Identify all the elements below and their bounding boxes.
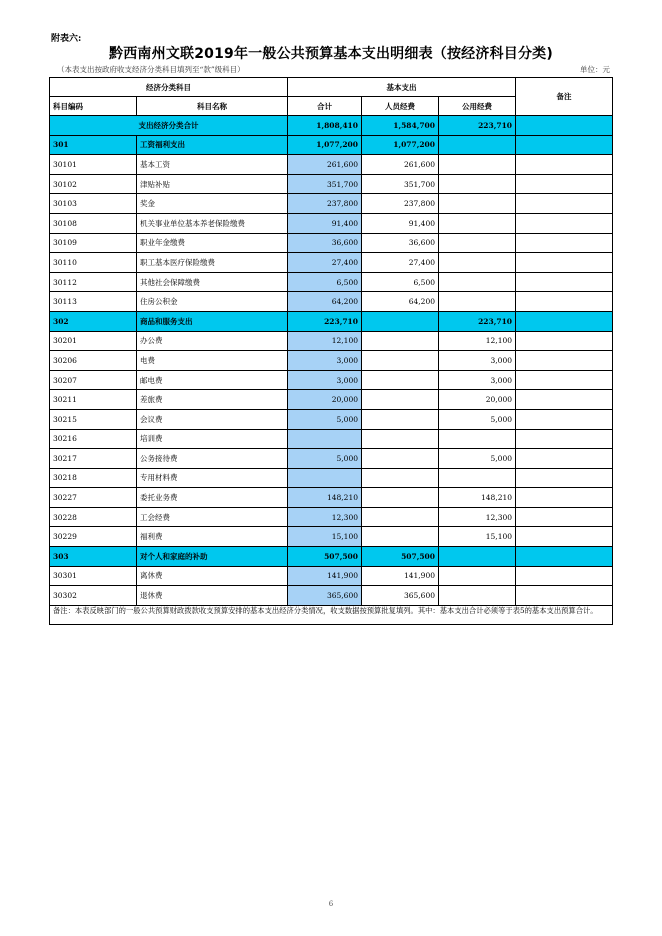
header-public: 公用经费 [439,97,516,116]
cell-total: 237,800 [288,194,362,214]
cell-code: 30217 [50,449,137,469]
cell-remark [516,155,613,175]
cell-code: 30102 [50,174,137,194]
cell-total: 5,000 [288,409,362,429]
cell-total: 12,100 [288,331,362,351]
table-row [50,174,613,194]
cell-name: 职工基本医疗保险缴费 [137,253,288,273]
cell-public: 3,000 [439,351,516,371]
cell-code: 30229 [50,527,137,547]
table-row [50,155,613,175]
cell-public: 148,210 [439,488,516,508]
cell-remark [516,390,613,410]
cell-public [439,135,516,155]
cell-remark [516,174,613,194]
cell-name: 办公费 [137,331,288,351]
note-text: 备注：本表反映部门的一般公共预算财政拨款收支预算安排的基本支出经济分类情况，收支数据按预算批复填列。其中：基本支出合计必须等于表5的基本支出预算合计。 [50,605,613,625]
cell-personnel: 64,200 [362,292,439,312]
cell-total: 141,900 [288,566,362,586]
cell-personnel: 27,400 [362,253,439,273]
cell-code: 30112 [50,272,137,292]
category-row [50,135,613,155]
cell-total: 5,000 [288,449,362,469]
cell-total: 6,500 [288,272,362,292]
table-row [50,253,613,273]
cell-public: 3,000 [439,370,516,390]
table-row [50,527,613,547]
cell-code: 30218 [50,468,137,488]
cell-remark [516,194,613,214]
category-row [50,547,613,567]
cell-total: 15,100 [288,527,362,547]
cell-public [439,194,516,214]
cell-code: 30101 [50,155,137,175]
cell-code: 30216 [50,429,137,449]
table-row [50,409,613,429]
cell-public [439,213,516,233]
note-row [50,605,613,625]
cell-public: 5,000 [439,449,516,469]
header-total: 合计 [288,97,362,116]
cell-remark [516,213,613,233]
cell-remark [516,449,613,469]
cell-total [288,429,362,449]
cell-name: 会议费 [137,409,288,429]
cell-remark [516,135,613,155]
cell-code: 30211 [50,390,137,410]
cell-name: 津贴补贴 [137,174,288,194]
cell-name: 基本工资 [137,155,288,175]
cell-public [439,272,516,292]
cell-remark [516,547,613,567]
header-econ-group: 经济分类科目 [50,78,288,97]
cell-code: 30103 [50,194,137,214]
cell-name: 住房公积金 [137,292,288,312]
cell-code: 30201 [50,331,137,351]
cell-personnel: 351,700 [362,174,439,194]
cell-name: 委托业务费 [137,488,288,508]
table-row [50,390,613,410]
cell-total: 36,600 [288,233,362,253]
table-row [50,468,613,488]
cell-total: 365,600 [288,586,362,606]
cell-remark [516,429,613,449]
table-row [50,331,613,351]
cell-name: 专用材料费 [137,468,288,488]
cell-name: 对个人和家庭的补助 [137,547,288,567]
cell-remark [516,253,613,273]
attachment-label: 附表六: [51,34,82,44]
cell-name: 福利费 [137,527,288,547]
expenditure-table [49,77,613,625]
cell-total [288,468,362,488]
cell-remark [516,311,613,331]
table-row [50,213,613,233]
cell-name: 培训费 [137,429,288,449]
page-number: 6 [328,900,334,908]
cell-remark [516,292,613,312]
cell-public [439,547,516,567]
cell-total: 351,700 [288,174,362,194]
table-row [50,292,613,312]
cell-public: 12,300 [439,507,516,527]
cell-remark [516,351,613,371]
cell-personnel: 141,900 [362,566,439,586]
cell-remark [516,272,613,292]
cell-total: 91,400 [288,213,362,233]
table-row [50,194,613,214]
cell-total: 507,500 [288,547,362,567]
cell-code: 30207 [50,370,137,390]
cell-code: 30227 [50,488,137,508]
table-row [50,429,613,449]
cell-code: 302 [50,311,137,331]
cell-remark [516,586,613,606]
table-row [50,233,613,253]
cell-personnel [362,507,439,527]
cell-public [439,292,516,312]
cell-code: 30206 [50,351,137,371]
cell-public: 12,100 [439,331,516,351]
cell-code: 30109 [50,233,137,253]
cell-name: 邮电费 [137,370,288,390]
cell-personnel [362,449,439,469]
summary-personnel: 1,584,700 [362,116,439,136]
table-row [50,351,613,371]
cell-personnel [362,429,439,449]
cell-remark [516,468,613,488]
cell-remark [516,409,613,429]
summary-remark [516,116,613,136]
cell-public [439,468,516,488]
cell-name: 机关事业单位基本养老保险缴费 [137,213,288,233]
cell-public: 5,000 [439,409,516,429]
table-row [50,507,613,527]
cell-remark [516,527,613,547]
cell-code: 30215 [50,409,137,429]
cell-public [439,155,516,175]
cell-personnel [362,390,439,410]
cell-name: 差旅费 [137,390,288,410]
cell-personnel [362,527,439,547]
table-row [50,488,613,508]
cell-code: 301 [50,135,137,155]
cell-name: 离休费 [137,566,288,586]
cell-public [439,233,516,253]
cell-name: 退休费 [137,586,288,606]
cell-total: 1,077,200 [288,135,362,155]
cell-total: 64,200 [288,292,362,312]
cell-code: 30110 [50,253,137,273]
cell-total: 3,000 [288,351,362,371]
header-remark: 备注 [516,78,613,116]
table-row [50,586,613,606]
header-name: 科目名称 [137,97,288,116]
cell-personnel [362,370,439,390]
cell-personnel [362,311,439,331]
cell-public [439,586,516,606]
cell-name: 奖金 [137,194,288,214]
cell-name: 电费 [137,351,288,371]
cell-total: 27,400 [288,253,362,273]
cell-public: 223,710 [439,311,516,331]
cell-remark [516,370,613,390]
cell-code: 30302 [50,586,137,606]
cell-personnel: 1,077,200 [362,135,439,155]
cell-total: 3,000 [288,370,362,390]
cell-public: 20,000 [439,390,516,410]
cell-remark [516,331,613,351]
cell-total: 148,210 [288,488,362,508]
category-row [50,311,613,331]
table-row [50,449,613,469]
cell-personnel: 507,500 [362,547,439,567]
cell-code: 30113 [50,292,137,312]
cell-public [439,429,516,449]
summary-total: 1,808,410 [288,116,362,136]
unit-label: 单位：元 [580,65,610,74]
cell-name: 工资福利支出 [137,135,288,155]
cell-name: 其他社会保障缴费 [137,272,288,292]
cell-personnel: 6,500 [362,272,439,292]
cell-personnel: 91,400 [362,213,439,233]
cell-public [439,566,516,586]
header-code: 科目编码 [50,97,137,116]
table-row [50,370,613,390]
header-basic-group: 基本支出 [288,78,516,97]
cell-personnel [362,351,439,371]
cell-public: 15,100 [439,527,516,547]
cell-personnel: 36,600 [362,233,439,253]
cell-remark [516,566,613,586]
cell-code: 30108 [50,213,137,233]
header-personnel: 人员经费 [362,97,439,116]
table-row [50,566,613,586]
cell-public [439,174,516,194]
cell-personnel [362,488,439,508]
table-row [50,272,613,292]
summary-row [50,116,613,136]
cell-remark [516,233,613,253]
cell-total: 12,300 [288,507,362,527]
cell-public [439,253,516,273]
cell-personnel: 237,800 [362,194,439,214]
cell-personnel: 261,600 [362,155,439,175]
cell-personnel [362,409,439,429]
cell-code: 30301 [50,566,137,586]
cell-code: 30228 [50,507,137,527]
cell-remark [516,488,613,508]
page-title: 黔西南州文联2019年一般公共预算基本支出明细表（按经济科目分类) [109,46,553,62]
summary-label: 支出经济分类合计 [50,116,288,136]
cell-total: 261,600 [288,155,362,175]
summary-public: 223,710 [439,116,516,136]
cell-name: 职业年金缴费 [137,233,288,253]
cell-total: 20,000 [288,390,362,410]
cell-personnel [362,331,439,351]
cell-name: 工会经费 [137,507,288,527]
header-row-1 [50,78,613,97]
cell-name: 公务接待费 [137,449,288,469]
table-subtitle: （本表支出按政府收支经济分类科目填列至“款”级科目） [57,65,245,74]
cell-personnel: 365,600 [362,586,439,606]
cell-code: 303 [50,547,137,567]
cell-personnel [362,468,439,488]
cell-total: 223,710 [288,311,362,331]
cell-name: 商品和服务支出 [137,311,288,331]
cell-remark [516,507,613,527]
